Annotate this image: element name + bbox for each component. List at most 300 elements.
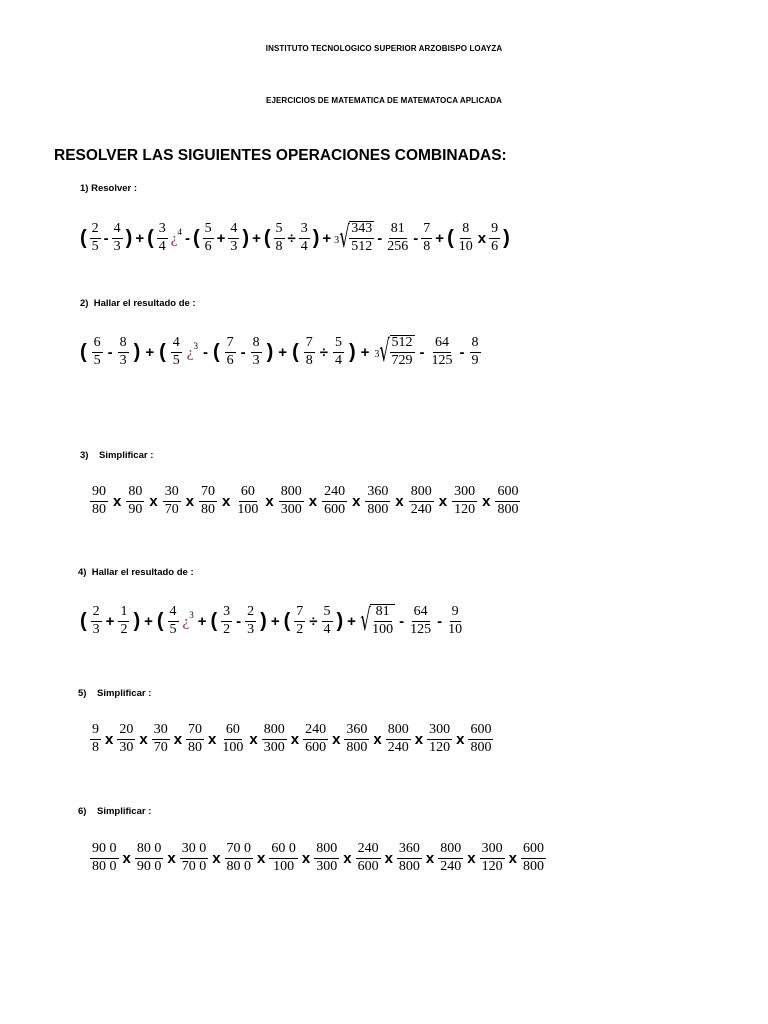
fraction — [495, 485, 520, 517]
divide-sign: ÷ — [309, 612, 318, 630]
numerator: 5 — [333, 336, 344, 353]
fraction — [356, 842, 381, 874]
question-2-label: 2) Hallar el resultado de : — [80, 298, 196, 309]
denominator: 120 — [429, 739, 451, 755]
denominator: 5 — [91, 238, 99, 254]
fraction — [457, 222, 475, 254]
denominator: 4 — [158, 238, 166, 254]
denominator: 70 0 — [181, 858, 207, 874]
numerator: 7 — [225, 336, 236, 353]
question-3-expression — [90, 479, 520, 523]
plus-sign: + — [278, 343, 288, 361]
numerator: 300 — [452, 485, 477, 502]
plus-sign: + — [270, 612, 280, 630]
multiply-sign: x — [105, 730, 114, 748]
numerator: 20 — [117, 723, 135, 740]
parenthesis: ) — [133, 341, 141, 363]
denominator: 3 — [252, 352, 260, 368]
numerator: 30 0 — [180, 842, 209, 859]
plus-sign: + — [435, 229, 445, 247]
fraction — [180, 842, 209, 874]
parenthesis: ( — [447, 227, 454, 249]
denominator: 800 — [367, 501, 389, 517]
plus-sign: + — [144, 612, 153, 630]
fraction — [135, 842, 164, 874]
denominator: 800 — [346, 739, 368, 755]
numerator: 800 — [262, 723, 287, 740]
parenthesis: ( — [147, 227, 154, 249]
parenthesis: ) — [312, 227, 320, 249]
fraction — [118, 605, 129, 637]
parenthesis: ( — [212, 341, 220, 363]
numerator: 9 — [489, 222, 500, 239]
minus-sign: - — [459, 343, 465, 361]
fraction — [126, 485, 144, 517]
parenthesis: ( — [210, 610, 218, 632]
fraction — [251, 336, 262, 368]
numerator: 6 — [92, 336, 103, 353]
fraction — [168, 605, 179, 637]
fraction — [220, 723, 245, 755]
fraction — [117, 723, 135, 755]
denominator: 90 — [128, 501, 143, 517]
fraction — [438, 842, 463, 874]
fraction — [245, 605, 256, 637]
plus-sign: + — [145, 343, 155, 361]
denominator: 512 — [351, 239, 373, 254]
denominator: 80 0 — [92, 858, 117, 874]
denominator: 240 — [410, 501, 432, 517]
multiply-sign: x — [149, 492, 158, 510]
denominator: 6 — [204, 238, 212, 254]
fraction — [397, 842, 422, 874]
fraction — [408, 605, 433, 637]
parenthesis: ( — [80, 341, 87, 363]
multiply-sign: x — [343, 849, 352, 867]
denominator: 3 — [92, 621, 100, 637]
denominator: 100 — [237, 501, 259, 517]
fraction — [430, 336, 455, 368]
fraction — [468, 723, 493, 755]
numerator: 30 — [163, 485, 181, 502]
denominator: 800 — [470, 739, 492, 755]
parenthesis: ) — [503, 227, 510, 249]
multiply-sign: x — [257, 849, 266, 867]
numerator: 90 — [90, 485, 108, 502]
denominator: 80 0 — [226, 858, 252, 874]
fraction — [262, 723, 287, 755]
numerator: 600 — [468, 723, 493, 740]
fraction — [90, 222, 101, 254]
fraction — [221, 605, 232, 637]
denominator: 4 — [323, 621, 331, 637]
numerator: 300 — [427, 723, 452, 740]
multiply-sign: x — [249, 730, 258, 748]
numerator: 7 — [304, 336, 315, 353]
denominator: 5 — [93, 352, 101, 368]
denominator: 800 — [398, 858, 420, 874]
numerator: 80 — [126, 485, 144, 502]
page-title: RESOLVER LAS SIGUIENTES OPERACIONES COMBINADAS: — [54, 147, 507, 164]
denominator: 256 — [387, 238, 409, 254]
minus-sign: - — [437, 612, 443, 630]
multiply-sign: x — [301, 849, 311, 867]
numerator: 600 — [495, 485, 520, 502]
denominator: 8 — [275, 238, 283, 254]
denominator: 2 — [120, 621, 128, 637]
numerator: 360 — [365, 485, 390, 502]
numerator: 360 — [344, 723, 369, 740]
denominator: 600 — [305, 739, 327, 755]
multiply-sign: x — [438, 492, 448, 510]
fraction — [333, 336, 344, 368]
numerator: 4 — [112, 222, 123, 239]
divide-sign: ÷ — [287, 229, 296, 247]
fraction — [225, 842, 254, 874]
numerator: 512 — [390, 336, 415, 353]
fraction — [274, 222, 285, 254]
numerator: 3 — [157, 222, 168, 239]
exponent: 3 — [189, 609, 194, 620]
fraction — [152, 723, 170, 755]
minus-sign: - — [202, 343, 208, 361]
numerator: 3 — [221, 605, 232, 622]
question-6-label: 6) Simplificar : — [78, 806, 152, 817]
numerator: 800 — [386, 723, 411, 740]
denominator: 4 — [300, 238, 308, 254]
numerator: 4 — [228, 222, 239, 239]
numerator: 7 — [294, 605, 305, 622]
fraction — [452, 485, 477, 517]
minus-sign: - — [399, 612, 405, 630]
question-6-expression — [90, 836, 546, 880]
parenthesis: ) — [348, 341, 356, 363]
multiply-sign: x — [212, 849, 221, 867]
multiply-sign: x — [122, 849, 131, 867]
radicand — [349, 221, 374, 254]
denominator: 70 — [164, 501, 179, 517]
fraction — [349, 222, 374, 254]
numerator: 240 — [322, 485, 347, 502]
numerator: 800 — [314, 842, 339, 859]
numerator: 360 — [397, 842, 422, 859]
denominator: 800 — [522, 858, 544, 874]
plus-sign: + — [252, 229, 261, 247]
numerator: 800 — [409, 485, 434, 502]
minus-sign: - — [413, 229, 419, 247]
multiply-sign: x — [139, 730, 148, 748]
parenthesis: ) — [125, 227, 133, 249]
denominator: 300 — [316, 858, 338, 874]
denominator: 10 — [458, 238, 473, 254]
denominator: 729 — [391, 353, 413, 368]
question-4-label: 4) Hallar el resultado de : — [78, 567, 194, 578]
denominator: 9 — [471, 352, 479, 368]
question-5-expression — [90, 717, 493, 761]
fraction — [304, 336, 315, 368]
multiply-sign: x — [456, 730, 465, 748]
fraction — [199, 485, 217, 517]
denominator: 240 — [440, 858, 462, 874]
parenthesis: ) — [266, 341, 274, 363]
fraction — [203, 222, 214, 254]
numerator: 70 0 — [225, 842, 254, 859]
parenthesis: ( — [292, 341, 299, 363]
multiply-sign: x — [482, 492, 491, 510]
denominator: 125 — [410, 621, 432, 637]
numerator: 5 — [203, 222, 214, 239]
fraction — [303, 723, 328, 755]
numerator: 7 — [421, 222, 432, 239]
denominator: 30 — [119, 739, 134, 755]
multiply-sign: x — [477, 229, 487, 247]
numerator: 8 — [460, 222, 471, 239]
numerator: 81 — [374, 605, 392, 622]
institute-header: INSTITUTO TECNOLOGICO SUPERIOR ARZOBISPO LOAYZA — [265, 44, 503, 53]
numerator: 64 — [412, 605, 430, 622]
parenthesis: ) — [242, 227, 250, 249]
denominator: 300 — [263, 739, 285, 755]
multiply-sign: x — [173, 730, 183, 748]
minus-sign: - — [240, 343, 246, 361]
denominator: 600 — [324, 501, 346, 517]
fraction — [370, 605, 395, 637]
numerator: 240 — [303, 723, 328, 740]
question-4-expression — [80, 599, 464, 643]
question-3-label: 3) Simplificar : — [80, 450, 154, 461]
fraction — [299, 222, 310, 254]
denominator: 80 — [188, 739, 203, 755]
fraction — [521, 842, 546, 874]
multiply-sign: x — [467, 849, 476, 867]
question-1-expression — [80, 216, 510, 260]
multiply-sign: x — [395, 492, 404, 510]
denominator: 4 — [334, 352, 342, 368]
minus-sign: - — [419, 343, 425, 361]
plus-sign: + — [197, 612, 207, 630]
fraction — [235, 485, 260, 517]
fraction — [92, 336, 103, 368]
denominator: 3 — [230, 238, 238, 254]
denominator: 2 — [296, 621, 304, 637]
numerator: 70 — [199, 485, 217, 502]
denominator: 120 — [481, 858, 503, 874]
denominator: 600 — [357, 858, 379, 874]
numerator: 8 — [251, 336, 262, 353]
numerator: 2 — [90, 222, 101, 239]
plus-sign: + — [347, 612, 356, 630]
multiply-sign: x — [308, 492, 318, 510]
radical — [360, 604, 395, 637]
multiply-sign: x — [373, 730, 382, 748]
inverted-question-mark: ¿$^3$ — [182, 609, 194, 630]
denominator: 300 — [280, 501, 302, 517]
inverted-question-mark: ¿$^4$ — [170, 226, 182, 247]
denominator: 8 — [423, 238, 431, 254]
fraction — [90, 723, 101, 755]
numerator: 600 — [521, 842, 546, 859]
numerator: 2 — [91, 605, 102, 622]
denominator: 240 — [387, 739, 409, 755]
parenthesis: ( — [156, 610, 164, 632]
multiply-sign: x — [414, 730, 424, 748]
numerator: 64 — [433, 336, 451, 353]
numerator: 70 — [186, 723, 204, 740]
numerator: 30 — [152, 723, 170, 740]
numerator: 1 — [118, 605, 129, 622]
minus-sign: - — [377, 229, 383, 247]
numerator: 60 0 — [269, 842, 298, 859]
numerator: 9 — [450, 605, 461, 622]
multiply-sign: x — [290, 730, 300, 748]
exercises-subtitle: EJERCICIOS DE MATEMATICA DE MATEMATOCA APLICADA — [266, 96, 502, 105]
numerator: 9 — [90, 723, 101, 740]
radicand — [370, 604, 395, 637]
denominator: 125 — [431, 352, 453, 368]
fraction — [421, 222, 432, 254]
multiply-sign: x — [425, 849, 435, 867]
parenthesis: ) — [133, 610, 141, 632]
multiply-sign: x — [265, 492, 274, 510]
fraction — [480, 842, 505, 874]
numerator: 800 — [438, 842, 463, 859]
plus-sign: + — [216, 229, 226, 247]
parenthesis: ( — [159, 341, 166, 363]
multiply-sign: x — [208, 730, 217, 748]
denominator: 80 — [201, 501, 216, 517]
denominator: 5 — [172, 352, 180, 368]
denominator: 70 — [153, 739, 168, 755]
fraction — [228, 222, 239, 254]
fraction — [171, 336, 182, 368]
numerator: 5 — [274, 222, 285, 239]
denominator: 8 — [92, 739, 99, 755]
radical-sign-icon: √ — [360, 603, 371, 638]
plus-sign: + — [360, 343, 370, 361]
denominator: 3 — [247, 621, 255, 637]
denominator: 90 0 — [136, 858, 162, 874]
fraction — [163, 485, 181, 517]
fraction — [157, 222, 168, 254]
multiply-sign: x — [508, 849, 517, 867]
fraction — [390, 336, 415, 368]
numerator: 3 — [299, 222, 310, 239]
question-1-label: 1) Resolver : — [80, 183, 138, 194]
denominator: 2 — [223, 621, 231, 637]
numerator: 8 — [470, 336, 481, 353]
numerator: 81 — [389, 222, 407, 239]
parenthesis: ( — [283, 610, 291, 632]
inverted-question-mark: ¿$^3$ — [186, 340, 198, 361]
denominator: 80 — [92, 501, 106, 517]
parenthesis: ( — [263, 227, 271, 249]
denominator: 10 — [448, 621, 463, 637]
parenthesis: ) — [260, 610, 267, 632]
numerator: 90 0 — [90, 842, 119, 859]
numerator: 343 — [349, 222, 374, 239]
parenthesis: ) — [336, 610, 344, 632]
fraction — [314, 842, 339, 874]
exponent: 3 — [193, 340, 198, 351]
root-index: 3 — [374, 348, 380, 360]
denominator: 100 — [222, 739, 244, 755]
numerator: 240 — [356, 842, 381, 859]
numerator: 300 — [480, 842, 505, 859]
multiply-sign: x — [222, 492, 231, 510]
fraction — [385, 222, 410, 254]
fraction — [91, 605, 102, 637]
fraction — [186, 723, 204, 755]
fraction — [118, 336, 129, 368]
denominator: 3 — [113, 238, 121, 254]
divide-sign: ÷ — [319, 343, 328, 361]
fraction — [409, 485, 434, 517]
minus-sign: - — [236, 612, 242, 630]
radical-sign-icon: √ — [339, 220, 350, 255]
fraction — [446, 605, 464, 637]
minus-sign: - — [103, 229, 109, 247]
fraction — [90, 485, 108, 517]
fraction — [344, 723, 369, 755]
denominator: 6 — [491, 238, 499, 254]
numerator: 60 — [224, 723, 242, 740]
fraction — [489, 222, 500, 254]
fraction — [279, 485, 304, 517]
parenthesis: ( — [80, 610, 87, 632]
radical — [374, 335, 414, 368]
numerator: 2 — [245, 605, 256, 622]
parenthesis: ( — [192, 227, 200, 249]
numerator: 4 — [168, 605, 179, 622]
numerator: 8 — [118, 336, 129, 353]
plus-sign: + — [105, 612, 115, 630]
denominator: 6 — [226, 352, 234, 368]
denominator: 800 — [497, 501, 519, 517]
plus-sign: + — [322, 229, 332, 247]
numerator: 4 — [171, 336, 182, 353]
fraction — [112, 222, 123, 254]
exponent: 4 — [177, 226, 182, 237]
denominator: 8 — [305, 352, 313, 368]
fraction — [365, 485, 390, 517]
multiply-sign: x — [185, 492, 195, 510]
fraction — [294, 605, 305, 637]
multiply-sign: x — [167, 849, 176, 867]
multiply-sign: x — [113, 492, 122, 510]
minus-sign: - — [107, 343, 113, 361]
fraction — [225, 336, 236, 368]
denominator: 100 — [273, 858, 295, 874]
radicand — [390, 335, 415, 368]
denominator: 5 — [169, 621, 177, 637]
denominator: 100 — [372, 622, 394, 637]
fraction — [427, 723, 452, 755]
numerator: 5 — [322, 605, 333, 622]
multiply-sign: x — [352, 492, 361, 510]
parenthesis: ( — [80, 227, 87, 249]
root-index: 3 — [334, 234, 340, 246]
denominator: 120 — [454, 501, 476, 517]
fraction — [90, 842, 119, 874]
numerator: 60 — [239, 485, 257, 502]
numerator: 80 0 — [135, 842, 164, 859]
radical-sign-icon: √ — [379, 334, 391, 369]
minus-sign: - — [184, 229, 190, 247]
fraction — [269, 842, 298, 874]
fraction — [322, 605, 333, 637]
fraction — [470, 336, 481, 368]
multiply-sign: x — [332, 730, 341, 748]
